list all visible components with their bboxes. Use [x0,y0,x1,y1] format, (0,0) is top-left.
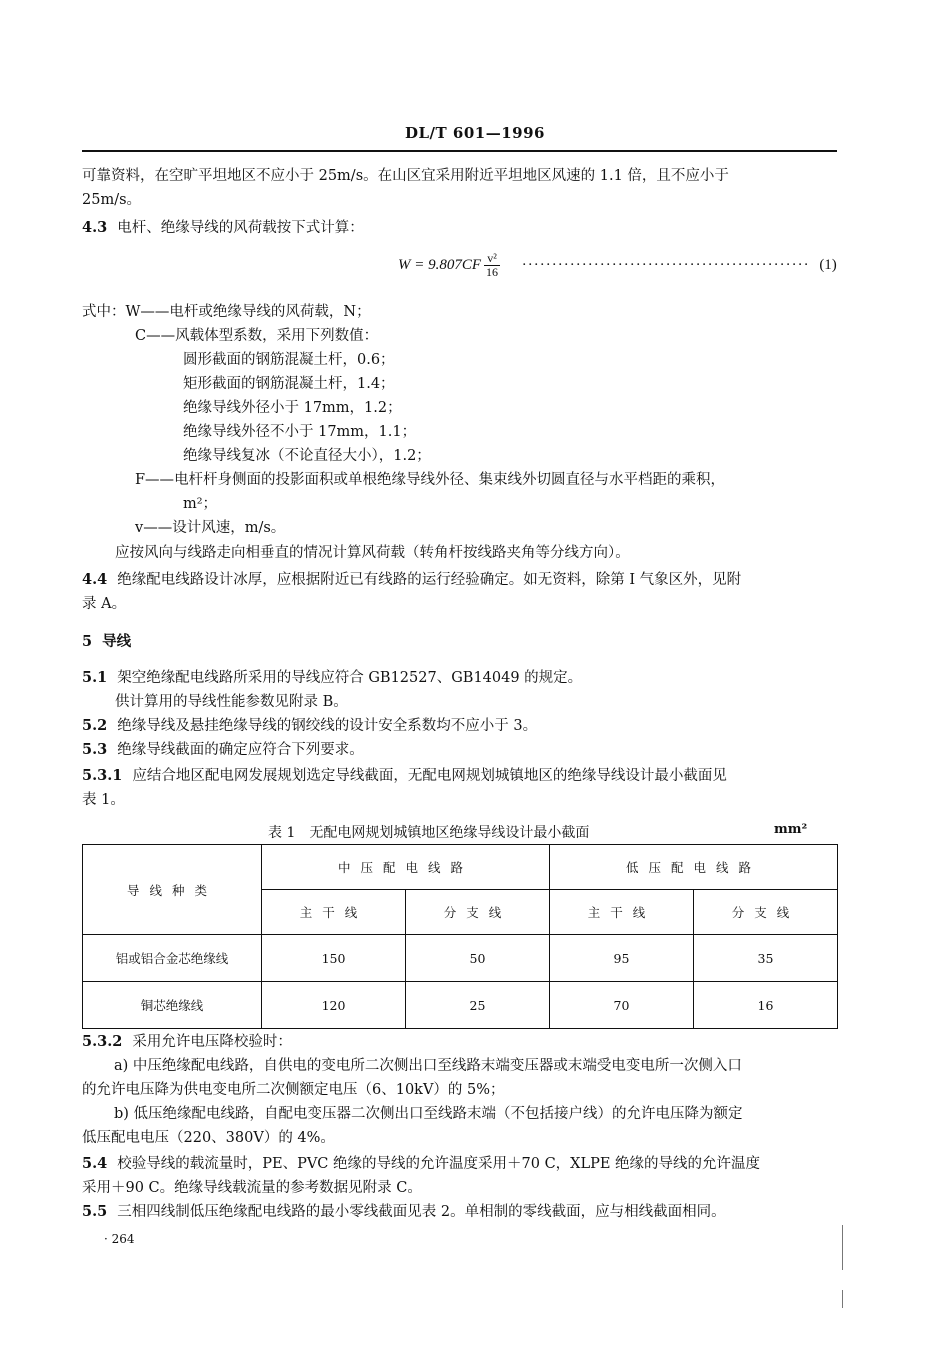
def-F-unit: m²； [183,496,218,512]
min-cross-section-table [82,844,838,1029]
clause-text: 三相四线制低压绝缘配电线路的最小零线截面见表 2。单相制的零线截面，应与相线截面相同。 [117,1204,726,1220]
clause-5-4 [82,1152,838,1200]
clause-number: 5.3.1 [82,767,123,784]
clause-text: 应结合地区配电网发展规划选定导线截面，无配电网规划城镇地区的绝缘导线设计最小截面见 [132,768,727,784]
cell-mv-main: 150 [262,935,406,982]
clause-number: 4.4 [82,571,108,588]
c-values-list [183,348,833,468]
def-v: 设计风速，m/s。 [172,520,286,536]
item-b [82,1102,838,1150]
sub-mv-branch: 分支线 [406,890,550,935]
wind-direction-note: 应按风向与线路走向相垂直的情况计算风荷载（转角杆按线路夹角等分线方向）。 [115,545,630,561]
list-item: 圆形截面的钢筋混凝土杆，0.6； [183,352,395,368]
sub-lv-main: 主干线 [550,890,694,935]
clause-text-cont: 采用＋90 C。绝缘导线载流量的参考数据见附录 C。 [82,1180,422,1196]
symbol-W: 式中：W—— [82,304,170,320]
def-W: 电杆或绝缘导线的风荷载，N； [169,304,371,320]
clause-4-3 [82,216,838,240]
table-row [83,982,838,1029]
group-medium-voltage: 中压配电线路 [262,845,550,890]
clause-number: 4.3 [82,219,108,236]
clause-text: 绝缘导线截面的确定应符合下列要求。 [117,742,364,758]
sub-lv-branch: 分支线 [694,890,838,935]
clause-5-3-1 [82,764,838,812]
item-b-line-2: 低压配电电压（220、380V）的 4%。 [82,1130,335,1146]
clause-5-3-2 [82,1030,838,1054]
formula-fraction [484,252,500,279]
fraction-denominator: 16 [486,265,499,279]
continued-line-2: 25m/s。 [82,192,142,208]
clause-number: 5.2 [82,717,108,734]
equation-number: (1) [819,256,837,273]
clause-4-4 [82,568,838,616]
item-a-line-1: a) 中压绝缘配电线路，自供电的变电所二次侧出口至线路末端变压器或末端受电变电所一次侧入口 [114,1058,742,1074]
clause-5-2 [82,714,838,738]
symbol-v: v—— [135,520,173,536]
table-row [83,935,838,982]
clause-text: 电杆、绝缘导线的风荷载按下式计算： [117,220,364,236]
clause-number: 5.3 [82,741,108,758]
item-a [82,1054,838,1102]
cell-lv-main: 70 [550,982,694,1029]
col-conductor-type: 导线种类 [83,845,262,935]
cell-type: 铜芯绝缘线 [83,982,262,1029]
formula-leader-dots: ················································ [521,256,810,273]
group-low-voltage: 低压配电线路 [550,845,838,890]
scan-edge-mark [842,1225,843,1270]
list-item: 绝缘导线外径小于 17mm，1.2； [183,400,402,416]
cell-mv-branch: 25 [406,982,550,1029]
clause-text: 校验导线的载流量时，PE、PVC 绝缘的导线的允许温度采用＋70 C，XLPE 绝缘的导线的允许温度 [117,1156,761,1172]
symbol-C: C—— [135,328,176,344]
clause-text: 采用允许电压降校验时： [132,1034,292,1050]
sub-mv-main: 主干线 [262,890,406,935]
clause-number: 5.3.2 [82,1033,123,1050]
cell-lv-branch: 35 [694,935,838,982]
cell-lv-main: 95 [550,935,694,982]
table-unit: mm² [774,822,808,837]
formula-lhs: W = 9.807CF [398,256,482,273]
where-F [135,468,839,516]
header-rule [82,150,837,152]
cell-mv-main: 120 [262,982,406,1029]
where-C [135,324,835,348]
wind-load-formula [398,252,837,279]
clause-number: 5.5 [82,1203,108,1220]
cell-lv-branch: 16 [694,982,838,1029]
item-a-line-2: 的允许电压降为供电变电所二次侧额定电压（6、10kV）的 5%； [82,1082,505,1098]
clause-text-cont: 录 A。 [82,596,127,612]
cell-type: 铝或铝合金芯绝缘线 [83,935,262,982]
clause-text: 绝缘导线及悬挂绝缘导线的钢绞线的设计安全系数均不应小于 3。 [117,718,538,734]
list-item: 绝缘导线复冰（不论直径大小），1.2； [183,448,431,464]
clause-5-5 [82,1200,838,1224]
page-number: · 264 [104,1232,135,1246]
scan-edge-mark [842,1290,843,1308]
clause-text-cont: 表 1。 [82,792,125,808]
clause-5-1 [82,666,838,714]
list-item: 绝缘导线外径不小于 17mm，1.1； [183,424,417,440]
where-W [82,300,838,324]
section-5-heading [82,630,838,654]
clause-number: 5.4 [82,1155,108,1172]
section-number: 5 [82,633,93,650]
table-caption: 表 1 无配电网规划城镇地区绝缘导线设计最小截面 [268,825,590,841]
section-title: 导线 [102,633,132,650]
symbol-F: F—— [135,472,175,488]
clause-number: 5.1 [82,669,108,686]
clause-text: 架空绝缘配电线路所采用的导线应符合 GB12527、GB14049 的规定。 [117,670,583,686]
continued-paragraph [82,164,838,212]
def-C: 风载体型系数，采用下列数值： [175,328,379,344]
clause-5-3 [82,738,838,762]
clause-text-cont: 供计算用的导线性能参数见附录 B。 [115,694,348,710]
where-v [135,516,835,540]
continued-line-1: 可靠资料，在空旷平坦地区不应小于 25m/s。在山区宜采用附近平坦地区风速的 1.1 倍，且不应小于 [82,168,729,184]
document-header: DL/T 601—1996 [405,124,545,142]
table-header-row [83,845,838,890]
fraction-numerator: v² [484,252,500,266]
list-item: 矩形截面的钢筋混凝土杆，1.4； [183,376,395,392]
clause-text: 绝缘配电线路设计冰厚，应根据附近已有线路的运行经验确定。如无资料，除第 I 气象区外，见附 [117,572,742,588]
def-F: 电杆杆身侧面的投影面积或单根绝缘导线外径、集束线外切圆直径与水平档距的乘积， [174,472,726,488]
cell-mv-branch: 50 [406,935,550,982]
item-b-line-1: b) 低压绝缘配电线路，自配电变压器二次侧出口至线路末端（不包括接户线）的允许电压降为额定 [114,1106,743,1122]
